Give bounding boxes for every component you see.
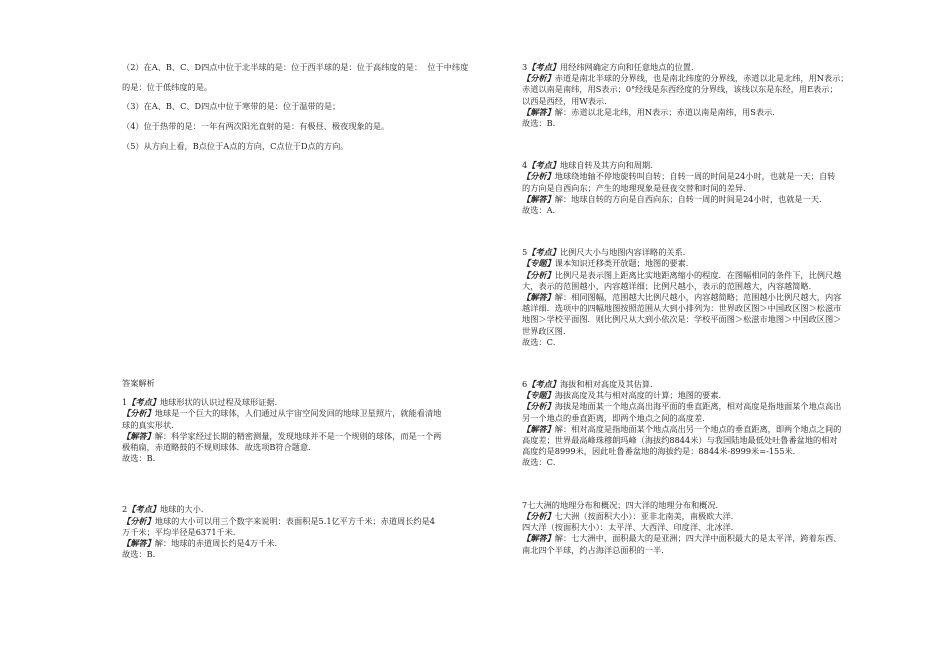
answers-right-column — [522, 62, 902, 556]
answer-text: 解：相对高度是指地面某个地点高出另一个地点的垂直距离，即两个地点之间的 — [554, 423, 842, 434]
answer-line — [122, 431, 507, 442]
answer-line — [522, 457, 902, 468]
answer-text: 万千米；平均半径是6371千米． — [122, 526, 242, 537]
section-label: 【解答】 — [522, 193, 555, 204]
answer-line — [522, 73, 902, 84]
answer-line — [522, 533, 902, 544]
section-label: 【解答】 — [122, 430, 155, 441]
answer-text: 故选：B． — [522, 118, 561, 129]
answer-text: 故选：A． — [522, 205, 561, 216]
answer-text: 解：科学家经过长期的精密测量，发现地球并不是一个规则的球体，而是一个两 — [154, 430, 442, 441]
question-number: 1 — [122, 397, 128, 408]
answer-text: 四大洋（按面积大小）：太平洋、大西洋、印度洋、北冰洋． — [522, 522, 739, 533]
section-label: 【分析】 — [522, 510, 555, 521]
answer-line — [522, 194, 902, 205]
answer-line — [522, 511, 902, 522]
answer-line — [522, 379, 902, 390]
answer-line — [522, 545, 902, 556]
answer-text: 解：赤道以北是北纬，用N表示；赤道以南是南纬，用S表示． — [554, 106, 781, 117]
answer-line — [122, 397, 507, 408]
section-label: 【考点】 — [527, 62, 560, 72]
answer-text: 解：七大洲中，面积最大的是亚洲；四大洋中面积最大的是太平洋，跨着东西、 — [554, 533, 842, 544]
answer-text: 极稍扁，赤道略鼓的不规则球体．故选项B符合题意． — [122, 442, 317, 453]
section-label: 【解答】 — [522, 533, 555, 544]
question-line: 的是：位于低纬度的是。 — [122, 81, 213, 92]
answer-text: 大，表示的范围越小，内容越详细；比例尺越小，表示的范围越大，内容越简略． — [522, 280, 817, 291]
answer-text: 地球是一个巨大的球体，人们通过从宇宙空间发回的地球卫星照片，就能看清地 — [154, 408, 442, 419]
answer-line — [122, 549, 507, 560]
section-label: 【解答】 — [522, 106, 555, 117]
answer-line — [522, 424, 902, 435]
answer-text: 高度约是8999米，因此吐鲁番盆地的海拔约是：8844米-8999米=-155米． — [522, 446, 801, 457]
section-label: 【分析】 — [522, 269, 555, 280]
answer-line — [522, 247, 902, 258]
question-line: （3）在A、B、C、D四点中位于寒带的是：位于温带的是； — [122, 101, 341, 112]
answer-line — [522, 118, 902, 129]
answer-text: 比例尺大小与地图内容详略的关系． — [559, 247, 691, 258]
answer-line — [522, 314, 902, 325]
section-label: 【考点】 — [527, 160, 560, 171]
section-label: 【解答】 — [522, 423, 555, 434]
question-line: （5）从方向上看，B点位于A点的方向，C点位于D点的方向。 — [122, 140, 349, 151]
question-number: 6 — [522, 379, 528, 390]
answer-block-1 — [122, 397, 507, 464]
question-line: （2）在A、B、C、D四点中位于北半球的是：位于西半球的是：位于高纬度的是： 位于中纬度 — [122, 62, 469, 72]
answer-text: 赤道以南是南纬，用S表示；0°经线是东西经度的分界线，该线以东是东经，用E表示； — [522, 84, 838, 95]
answer-text: 故选：C． — [522, 457, 562, 468]
answer-line — [522, 160, 902, 171]
section-label: 【考点】 — [127, 397, 160, 408]
answer-text: 用经纬网确定方向和任意地点的位置． — [559, 62, 700, 72]
answer-line — [522, 62, 902, 73]
answer-line — [122, 420, 507, 431]
section-label: 【分析】 — [122, 515, 155, 526]
answer-line — [122, 504, 507, 515]
answer-line — [522, 326, 902, 337]
answer-text: 解：相同图幅，范围越大比例尺越小，内容越简略；范围越小比例尺越大，内容 — [554, 292, 842, 303]
answer-text: 七大洲的地理分布和概况；四大洋的地理分布和概况． — [527, 499, 724, 510]
section-label: 【考点】 — [527, 247, 560, 258]
answer-line — [122, 538, 507, 549]
answer-line — [122, 408, 507, 419]
answer-line — [522, 446, 902, 457]
section-label: 【解答】 — [122, 538, 155, 549]
answers-left-column — [122, 378, 507, 560]
answer-text: 世界政区图． — [522, 325, 572, 336]
section-label: 【解答】 — [522, 292, 555, 303]
answer-line — [522, 270, 902, 281]
answer-text: 海拔和相对高度及其估算． — [559, 379, 659, 390]
answer-line — [122, 516, 507, 527]
answer-text: 地球形状的认识过程及球形证据． — [159, 397, 283, 408]
answer-line — [522, 107, 902, 118]
section-label: 【考点】 — [127, 504, 160, 515]
answer-line — [122, 453, 507, 464]
section-label: 【分析】 — [522, 73, 555, 84]
answer-block-5 — [522, 247, 902, 348]
answer-line — [522, 183, 902, 194]
answer-text: 地球绕地轴不停地旋转叫自转；自转一周的时间是24小时，也就是一天；自转 — [554, 171, 836, 182]
answer-line — [522, 84, 902, 95]
answers-heading: 答案解析 — [122, 378, 155, 388]
answer-text: 故选：B． — [122, 549, 161, 560]
question-number: 7 — [522, 499, 528, 510]
answer-text: 七大洲（按面积大小）：亚非北南美，南极欧大洋． — [554, 510, 739, 521]
answer-line — [522, 500, 902, 511]
answer-line — [522, 205, 902, 216]
section-label: 【分析】 — [122, 408, 155, 419]
answer-block-6 — [522, 379, 902, 469]
answer-text: 赤道是南北半球的分界线，也是南北纬度的分界线，赤道以北是北纬，用N表示； — [554, 73, 849, 84]
answer-line — [522, 401, 902, 412]
answer-line — [522, 413, 902, 424]
answer-text: 解：地球的赤道周长约是4万千米． — [154, 538, 283, 549]
answer-text: 海拔是地面某一个地点高出海平面的垂直距离，相对高度是指地面某个地点高出 — [554, 401, 842, 412]
answer-line — [522, 281, 902, 292]
answer-line — [122, 527, 507, 538]
answer-text: 海拔高度及其与相对高度的计算；地图的要素． — [554, 390, 727, 401]
answer-text: 地图＞学校平面图．则比例尺从大到小依次是：学校平面图＞松滋市地图＞中国政区图＞ — [522, 314, 842, 325]
answer-line — [522, 435, 902, 446]
answer-text: 越详细．选项中的四幅地图按照范围从大到小排列为：世界政区图＞中国政区图＞松滋市 — [522, 303, 842, 314]
question-number: 4 — [522, 160, 528, 171]
answer-line — [522, 303, 902, 314]
answer-text: 比例尺是表示图上距离比实地距离缩小的程度．在图幅相同的条件下，比例尺越 — [554, 269, 842, 280]
question-number: 5 — [522, 247, 528, 258]
section-label: 【考点】 — [527, 379, 560, 390]
answer-line — [522, 258, 902, 269]
answer-text: 课本知识迁移类开放题；地图的要素． — [554, 258, 694, 269]
answer-text: 球的真实形状． — [122, 419, 180, 430]
question-line: （4）位于热带的是：一年有两次阳光直射的是：有极昼、极夜现象的是。 — [122, 121, 390, 132]
left-questions — [122, 62, 507, 161]
answer-text: 以西是西经，用W表示． — [522, 95, 613, 106]
answer-text: 故选：C． — [522, 336, 562, 347]
answer-text: 南北四个半球，约占海洋总面积的一半． — [522, 544, 670, 555]
answer-line — [522, 96, 902, 107]
section-label: 【分析】 — [522, 401, 555, 412]
answer-text: 地球的大小可以用三个数字来说明：表面积是5.1亿平方千米；赤道周长约是4 — [154, 515, 435, 526]
answer-text: 解：地球自转的方向是自西向东；自转一周的时间是24小时，也就是一天． — [554, 193, 828, 204]
answer-text: 地球自转及其方向和周期． — [559, 160, 659, 171]
question-number: 2 — [122, 504, 128, 515]
answer-block-2 — [122, 504, 507, 560]
answer-block-7 — [522, 500, 902, 556]
answer-text: 的方向是自西向东；产生的地理现象是昼夜交替和时间的差异． — [522, 182, 752, 193]
answer-line — [522, 390, 902, 401]
section-label: 【专题】 — [522, 258, 555, 269]
answer-line — [522, 171, 902, 182]
answer-text: 地球的大小． — [159, 504, 210, 515]
answer-line — [522, 522, 902, 533]
section-label: 【专题】 — [522, 390, 555, 401]
answer-text: 高度差；世界最高峰珠穆朗玛峰（海拔约8844米）与我国陆地最低处吐鲁番盆地的相对 — [522, 435, 838, 446]
answer-text: 故选：B． — [122, 453, 161, 464]
section-label: 【分析】 — [522, 171, 555, 182]
answer-block-4 — [522, 160, 902, 216]
answer-line — [522, 337, 902, 348]
answer-line — [522, 292, 902, 303]
answer-line — [122, 442, 507, 453]
answer-text: 另一个地点的垂直距离，即两个地点之间的高度差． — [522, 412, 711, 423]
question-number: 3 — [522, 62, 528, 72]
answer-block-3 — [522, 62, 902, 129]
